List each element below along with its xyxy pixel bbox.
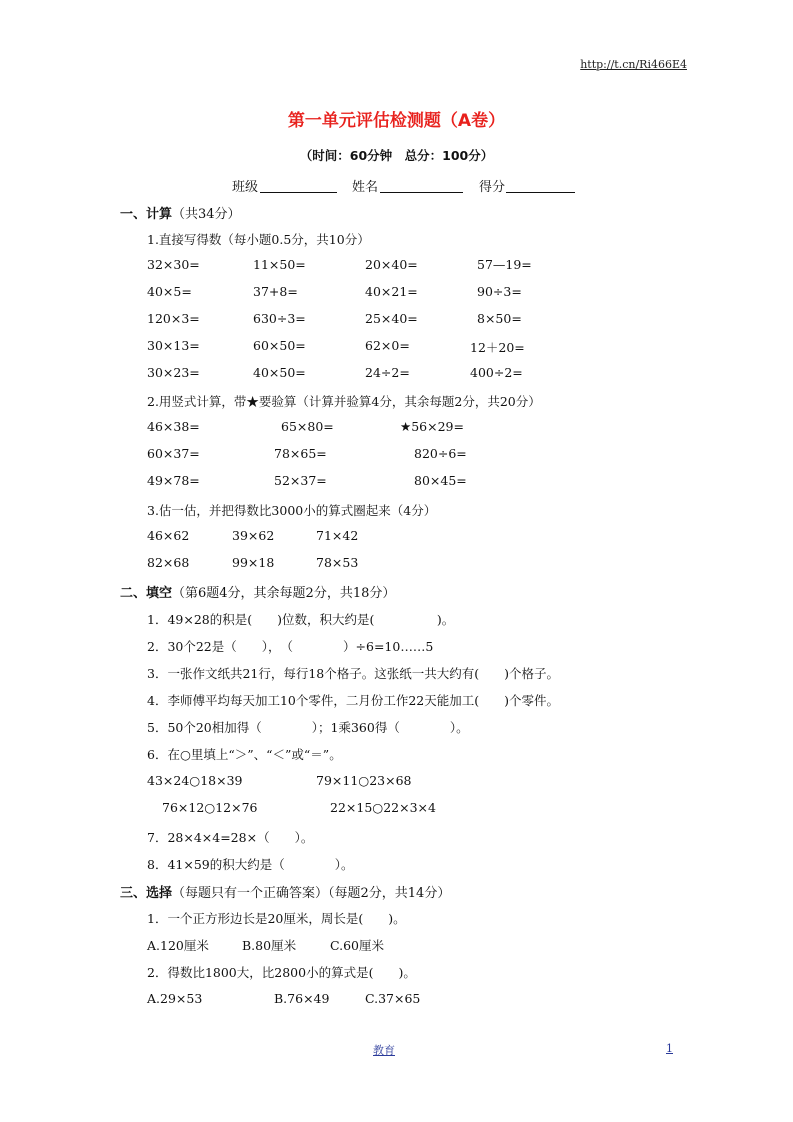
section-note: （共34分） <box>172 207 241 222</box>
problem: 99×18 <box>232 555 275 570</box>
problem: 57—19= <box>477 257 532 272</box>
problem: 49×78= <box>147 473 200 488</box>
fill-item: 2．30个22是（ ）， （ ）÷6=10……5 <box>147 639 434 654</box>
compare-problem: 43×24○18×39 <box>147 773 243 788</box>
problem: 20×40= <box>365 257 418 272</box>
problem: 52×37= <box>274 473 327 488</box>
page-number: 1 <box>666 1042 673 1055</box>
problem: 80×45= <box>414 473 467 488</box>
compare-problem: 22×15○22×3×4 <box>330 800 436 815</box>
exam-subtitle: （时间：60分钟 总分：100分） <box>299 148 494 163</box>
score-label: 得分 <box>479 180 506 195</box>
problem: 32×30= <box>147 257 200 272</box>
problem: 40×50= <box>253 365 306 380</box>
problem: 62×0= <box>365 338 410 353</box>
name-label: 姓名 <box>352 180 379 195</box>
section-title: 三、选择 <box>120 886 173 901</box>
problem: 630÷3= <box>253 311 306 326</box>
footer-link[interactable]: 教育 <box>373 1044 395 1057</box>
question-text: 1.直接写得数（每小题0.5分，共10分） <box>147 232 370 247</box>
problem: 40×5= <box>147 284 192 299</box>
problem: 30×13= <box>147 338 200 353</box>
source-url[interactable]: http://t.cn/Ri466E4 <box>580 58 687 71</box>
problem: 71×42 <box>316 528 359 543</box>
problem: 90÷3= <box>477 284 522 299</box>
section-heading-fill <box>120 582 395 601</box>
section-note: （每题只有一个正确答案）（每题2分，共14分） <box>172 886 451 901</box>
problem: 11×50= <box>253 257 306 272</box>
section-title: 一、计算 <box>120 207 173 222</box>
name-field[interactable] <box>380 178 463 193</box>
section-title: 二、填空 <box>120 586 173 601</box>
page-title: 第一单元评估检测题（A卷） <box>287 111 506 131</box>
fill-item: 4．李师傅平均每天加工10个零件，二月份工作22天能加工( )个零件。 <box>147 693 560 708</box>
problem: 65×80= <box>281 419 334 434</box>
fill-item: 5．50个20相加得（ ）；1乘360得（ ）。 <box>147 720 469 735</box>
question-text: 2.用竖式计算，带★要验算（计算并验算4分，其余每题2分，共20分） <box>147 394 541 409</box>
compare-problem: 79×11○23×68 <box>316 773 412 788</box>
choice-question: 2．得数比1800大，比2800小的算式是( )。 <box>147 965 416 980</box>
problem: 400÷2= <box>470 365 523 380</box>
section-heading-calc <box>120 203 241 222</box>
class-field[interactable] <box>260 178 337 193</box>
fill-item: 7．28×4×4=28×（ ）。 <box>147 830 314 845</box>
problem: 25×40= <box>365 311 418 326</box>
section-heading-choice <box>120 882 450 901</box>
fill-item: 8．41×59的积大约是（ ）。 <box>147 857 354 872</box>
choice-option[interactable]: A.120厘米 <box>147 938 209 953</box>
problem: 37+8= <box>253 284 298 299</box>
fill-item: 6．在○里填上“＞”、“＜”或“＝”。 <box>147 747 342 762</box>
choice-option[interactable]: C.37×65 <box>365 991 421 1006</box>
section-note: （第6题4分，其余每题2分，共18分） <box>172 586 396 601</box>
choice-question: 1．一个正方形边长是20厘米，周长是( )。 <box>147 911 406 926</box>
choice-option[interactable]: A.29×53 <box>147 991 203 1006</box>
problem: 120×3= <box>147 311 200 326</box>
problem: 46×38= <box>147 419 200 434</box>
question-text: 3.估一估，并把得数比3000小的算式圈起来（4分） <box>147 503 437 518</box>
choice-option[interactable]: B.76×49 <box>274 991 330 1006</box>
problem: 60×50= <box>253 338 306 353</box>
class-label: 班级 <box>232 180 259 195</box>
problem: 8×50= <box>477 311 522 326</box>
fill-item: 3．一张作文纸共21行，每行18个格子。这张纸一共大约有( )个格子。 <box>147 666 560 681</box>
problem: 82×68 <box>147 555 190 570</box>
problem: 46×62 <box>147 528 190 543</box>
compare-problem: 76×12○12×76 <box>162 800 258 815</box>
problem: 40×21= <box>365 284 418 299</box>
problem: 24÷2= <box>365 365 410 380</box>
problem: ★56×29= <box>400 419 464 434</box>
choice-option[interactable]: C.60厘米 <box>330 938 384 953</box>
score-field[interactable] <box>506 178 575 193</box>
problem: 78×53 <box>316 555 359 570</box>
problem: 60×37= <box>147 446 200 461</box>
problem: 12＋20= <box>470 340 525 355</box>
problem: 30×23= <box>147 365 200 380</box>
problem: 820÷6= <box>414 446 467 461</box>
problem: 39×62 <box>232 528 275 543</box>
problem: 78×65= <box>274 446 327 461</box>
choice-option[interactable]: B.80厘米 <box>242 938 297 953</box>
fill-item: 1．49×28的积是( )位数，积大约是( )。 <box>147 612 455 627</box>
